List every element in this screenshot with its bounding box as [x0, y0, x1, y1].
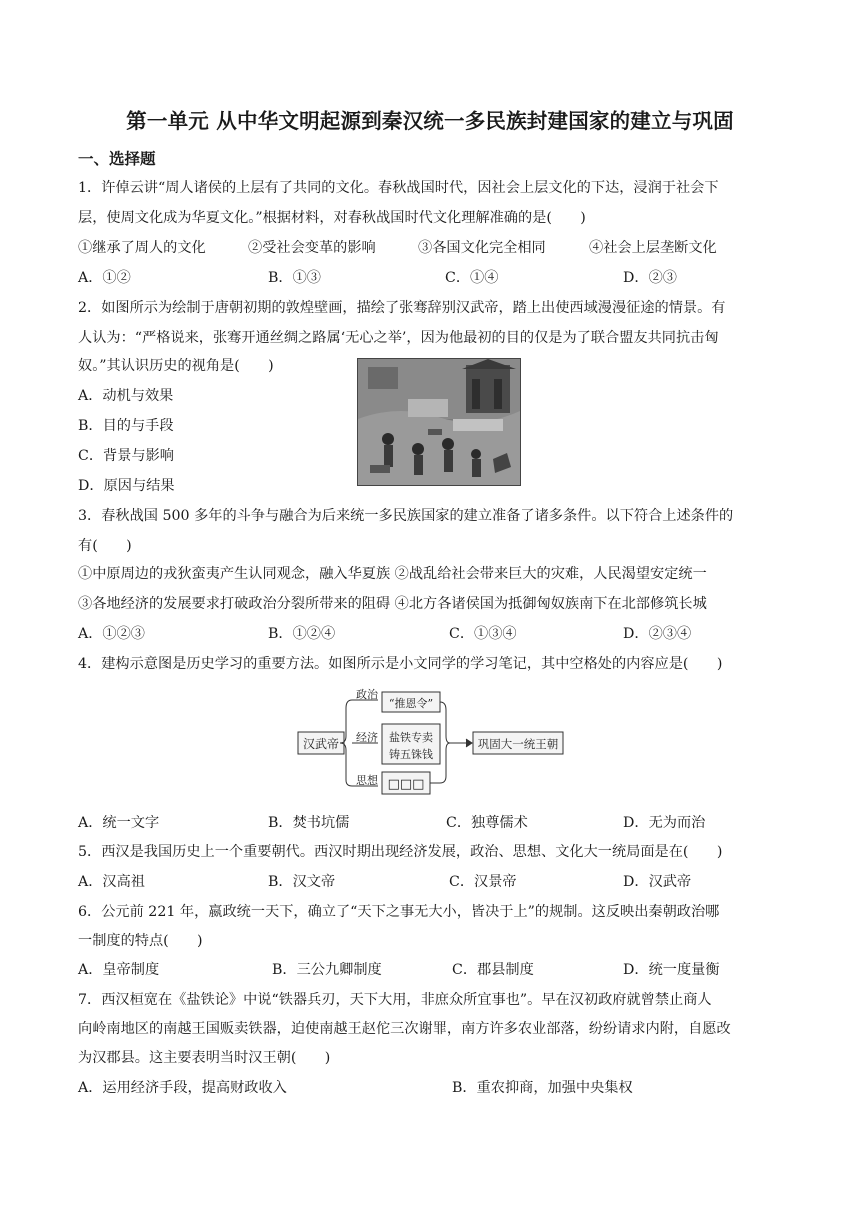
diagram-emperor: 汉武帝 — [302, 737, 340, 751]
question-2-line-3: 奴。”其认识历史的视角是( ) — [78, 358, 274, 374]
page-title: 第一单元 从中华文明起源到秦汉统一多民族封建国家的建立与巩固 — [126, 109, 734, 133]
question-3-option-a: A．①②③ — [78, 626, 145, 642]
question-1-item-4: ④社会上层垄断文化 — [589, 240, 717, 256]
question-4-option-d: D．无为而治 — [623, 815, 706, 831]
study-note-diagram — [290, 688, 590, 798]
question-7-line-1: 7．西汉桓宽在《盐铁论》中说“铁器兵刃，天下大用，非庶众所宜事也”。早在汉初政府就曾禁止商人 — [78, 992, 712, 1008]
question-2-option-a: A．动机与效果 — [78, 388, 174, 404]
dunhuang-mural-image — [357, 358, 521, 486]
question-5-option-b: B．汉文帝 — [268, 874, 336, 890]
question-5-option-d: D．汉武帝 — [623, 874, 692, 890]
question-6-line-1: 6．公元前 221 年，嬴政统一天下，确立了“天下之事无大小，皆决于上”的规制。这反映出秦朝政治哪 — [78, 904, 720, 920]
question-2-line-2: 人认为：“严格说来，张骞开通丝绸之路属‘无心之举’，因为他最初的目的仅是为了联合盟友共同抗击匈 — [78, 330, 719, 346]
question-1-item-2: ②受社会变革的影响 — [248, 240, 376, 256]
question-2-option-d: D．原因与结果 — [78, 478, 175, 494]
diagram-thought-blank: □□□ — [387, 777, 425, 792]
question-1-item-3: ③各国文化完全相同 — [418, 240, 546, 256]
question-1-line-2: 层，使周文化成为华夏文化。”根据材料，对春秋战国时代文化理解准确的是( ) — [78, 210, 586, 226]
question-7-option-a: A．运用经济手段，提高财政收入 — [78, 1080, 287, 1096]
question-3-option-d: D．②③④ — [623, 626, 692, 642]
question-7-line-2: 向岭南地区的南越王国贩卖铁器，迫使南越王赵佗三次谢罪，南方许多农业部落，纷纷请求内附，自愿改 — [78, 1021, 731, 1037]
diagram-politics-value: “推恩令” — [388, 697, 434, 710]
question-5-line-1: 5．西汉是我国历史上一个重要朝代。西汉时期出现经济发展，政治、思想、文化大一统局面是在( ) — [78, 844, 723, 860]
question-1-line-1: 1．许倬云讲“周人诸侯的上层有了共同的文化。春秋战国时代，因社会上层文化的下达，浸润于社会下 — [78, 180, 719, 196]
question-7-line-3: 为汉郡县。这主要表明当时汉王朝( ) — [78, 1050, 331, 1066]
question-1-option-a: A．①② — [78, 270, 131, 286]
diagram-economy-value-2: 铸五铢钱 — [389, 748, 433, 761]
question-4-option-a: A．统一文字 — [78, 815, 160, 831]
question-1-item-1: ①继承了周人的文化 — [78, 240, 206, 256]
question-4-option-c: C．独尊儒术 — [446, 815, 528, 831]
diagram-economy-value-1: 盐铁专卖 — [389, 731, 433, 744]
question-5-option-a: A．汉高祖 — [78, 874, 145, 890]
question-1-option-c: C．①④ — [445, 270, 499, 286]
question-6-option-d: D．统一度量衡 — [623, 962, 720, 978]
question-4-line-1: 4．建构示意图是历史学习的重要方法。如图所示是小文同学的学习笔记，其中空格处的内容应是( ) — [78, 656, 723, 672]
question-3-line-1: 3．春秋战国 500 多年的斗争与融合为后来统一多民族国家的建立准备了诸多条件。以下符合上述条件的 — [78, 508, 734, 524]
question-2-option-b: B．目的与手段 — [78, 418, 174, 434]
question-7-option-b: B．重农抑商，加强中央集权 — [452, 1080, 633, 1096]
question-3-option-c: C．①③④ — [449, 626, 517, 642]
question-3-line-3: ①中原周边的戎狄蛮夷产生认同观念，融入华夏族 ②战乱给社会带来巨大的灾难，人民渴望安定统一 — [78, 566, 707, 582]
question-3-line-4: ③各地经济的发展要求打破政治分裂所带来的阻碍 ④北方各诸侯国为抵御匈奴族南下在北部修筑长城 — [78, 596, 707, 612]
section-heading: 一、选择题 — [78, 150, 156, 168]
question-6-line-2: 一制度的特点( ) — [78, 933, 203, 949]
question-6-option-a: A．皇帝制度 — [78, 962, 160, 978]
question-2-option-c: C．背景与影响 — [78, 448, 174, 464]
question-4-option-b: B．焚书坑儒 — [268, 815, 350, 831]
diagram-thought-label: 思想 — [356, 774, 378, 787]
question-5-option-c: C．汉景帝 — [449, 874, 517, 890]
diagram-result: 巩固大一统王朝 — [477, 737, 559, 751]
question-6-option-c: C．郡县制度 — [452, 962, 534, 978]
question-2-line-1: 2．如图所示为绘制于唐朝初期的敦煌壁画，描绘了张骞辞别汉武帝，踏上出使西域漫漫征途的情景。有 — [78, 300, 726, 316]
question-1-option-b: B．①③ — [268, 270, 321, 286]
question-3-option-b: B．①②④ — [268, 626, 336, 642]
question-1-option-d: D．②③ — [623, 270, 677, 286]
diagram-politics-label: 政治 — [356, 688, 378, 701]
diagram-economy-label: 经济 — [356, 731, 378, 744]
question-3-line-2: 有( ) — [78, 538, 132, 554]
question-6-option-b: B．三公九卿制度 — [272, 962, 382, 978]
